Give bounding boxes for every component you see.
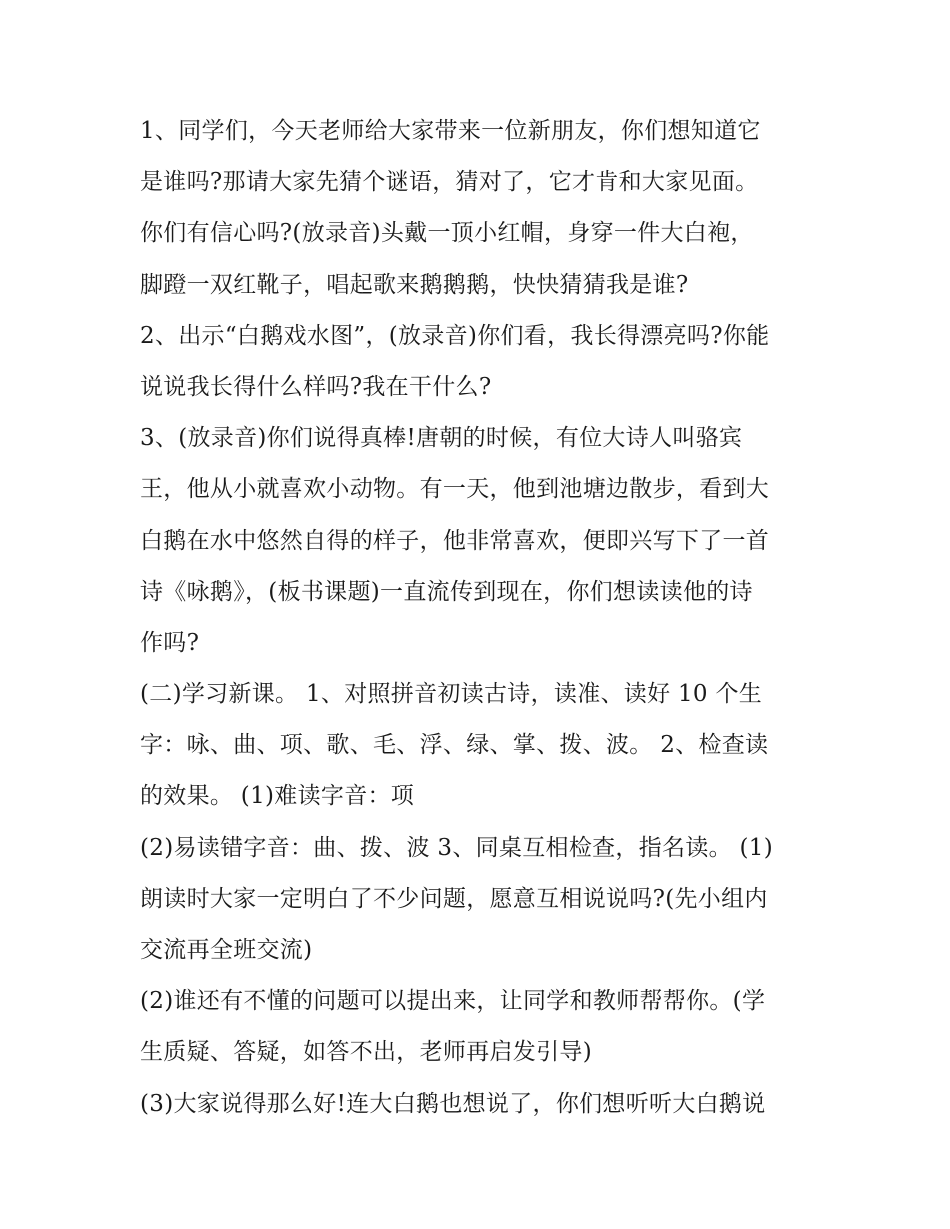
text-line: 白鹅在水中悠然自得的样子，他非常喜欢，便即兴写下了一首 — [140, 527, 770, 554]
text-line: (2)谁还有不懂的问题可以提出来，让同学和教师帮帮你。(学 — [140, 988, 766, 1015]
text-line: 字：咏、曲、项、歌、毛、浮、绿、掌、拨、波。 2、检查读 — [140, 732, 769, 759]
text-line: 生质疑、答疑，如答不出，老师再启发引导) — [140, 1039, 592, 1066]
text-line: 诗《咏鹅》，(板书课题)一直流传到现在，你们想读读他的诗 — [140, 578, 753, 605]
text-line: 2、出示“白鹅戏水图”，(放录音)你们看，我长得漂亮吗?你能 — [140, 322, 770, 349]
text-line: 朗读时大家一定明白了不少问题，愿意互相说说吗?(先小组内 — [140, 885, 768, 912]
text-line: (二)学习新课。 1、对照拼音初读古诗，读准、读好 10 个生 — [140, 681, 763, 708]
text-line: 3、(放录音)你们说得真棒!唐朝的时候，有位大诗人叫骆宾 — [140, 425, 743, 452]
text-line: 你们有信心吗?(放录音)头戴一顶小红帽，身穿一件大白袍， — [140, 220, 754, 247]
text-line: (2)易读错字音：曲、拨、波 3、同桌互相检查，指名读。 (1) — [140, 834, 774, 861]
text-line: 的效果。 (1)难读字音：项 — [140, 783, 415, 810]
text-line: 1、同学们，今天老师给大家带来一位新朋友，你们想知道它 — [140, 118, 761, 144]
text-line: 作吗? — [140, 629, 200, 656]
text-line: 王，他从小就喜欢小动物。有一天，他到池塘边散步，看到大 — [140, 476, 770, 503]
text-line: 说说我长得什么样吗?我在干什么? — [140, 373, 492, 400]
text-line: (3)大家说得那么好!连大白鹅也想说了，你们想听听大白鹅说 — [140, 1090, 766, 1117]
text-line: 脚蹬一双红靴子，唱起歌来鹅鹅鹅，快快猜猜我是谁? — [140, 271, 689, 298]
lesson-plan-text — [140, 106, 820, 1130]
text-line: 交流再全班交流) — [140, 937, 313, 963]
text-line: 是谁吗?那请大家先猜个谜语，猜对了，它才肯和大家见面。 — [140, 169, 759, 196]
